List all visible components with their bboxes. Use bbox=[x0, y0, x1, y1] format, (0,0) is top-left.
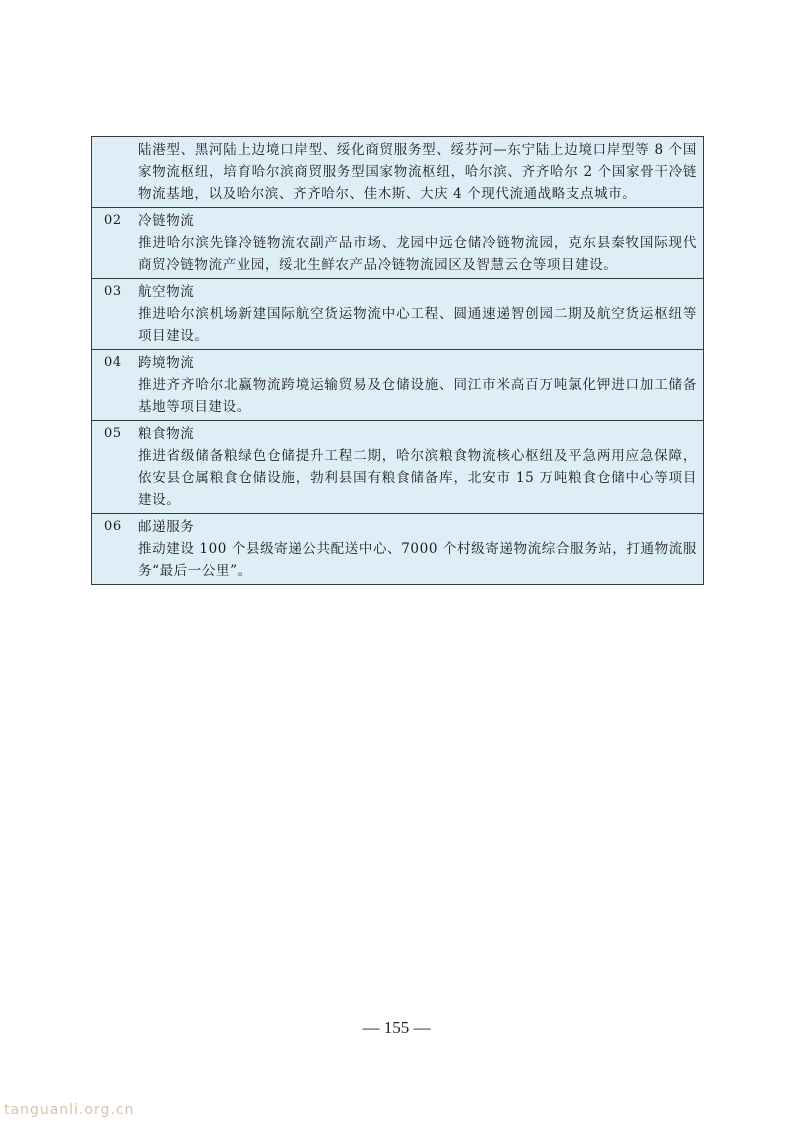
row-description: 推进哈尔滨机场新建国际航空货运物流中心工程、圆通速递智创园二期及航空货运枢纽等项目建设。 bbox=[138, 306, 697, 344]
row-number: 04 bbox=[104, 355, 122, 370]
row-title: 跨境物流 bbox=[138, 355, 195, 371]
watermark-text: tanguanli.org.cn bbox=[4, 1102, 135, 1118]
row-title: 冷链物流 bbox=[138, 213, 195, 229]
row-number: 02 bbox=[104, 213, 122, 228]
row-number: 06 bbox=[104, 519, 122, 534]
row-title: 粮食物流 bbox=[138, 426, 195, 442]
table-row bbox=[92, 208, 704, 279]
row-cell bbox=[92, 279, 704, 350]
table-row bbox=[92, 350, 704, 421]
project-table bbox=[91, 136, 704, 585]
row-cell bbox=[92, 514, 704, 585]
table-row bbox=[92, 279, 704, 350]
row-description: 推动建设 100 个县级寄递公共配送中心、7000 个村级寄递物流综合服务站，打通物流服务“最后一公里”。 bbox=[138, 541, 697, 579]
table-row bbox=[92, 421, 704, 514]
row-description: 推进齐齐哈尔北赢物流跨境运输贸易及仓储设施、同江市米高百万吨氯化钾进口加工储备基地等项目建设。 bbox=[138, 377, 697, 415]
row-description: 推进哈尔滨先锋冷链物流农副产品市场、龙园中远仓储冷链物流园，克东县秦牧国际现代商贸冷链物流产业园，绥北生鲜农产品冷链物流园区及智慧云仓等项目建设。 bbox=[138, 235, 697, 273]
table-row-continuation bbox=[92, 137, 704, 208]
continuation-text: 陆港型、黑河陆上边境口岸型、绥化商贸服务型、绥芬河—东宁陆上边境口岸型等 8 个国家物流枢纽，培育哈尔滨商贸服务型国家物流枢纽，哈尔滨、齐齐哈尔 2 个国家骨干冷链物流基地，以及哈尔滨、齐齐哈尔、佳木斯、大庆 4 个现代流通战略支点城市。 bbox=[138, 142, 697, 202]
row-number: 03 bbox=[104, 284, 122, 299]
row-title: 邮递服务 bbox=[138, 519, 195, 535]
row-cell bbox=[92, 421, 704, 514]
row-cell bbox=[92, 208, 704, 279]
row-description: 推进省级储备粮绿色仓储提升工程二期，哈尔滨粮食物流核心枢纽及平急两用应急保障，依安县仓属粮食仓储设施，勃利县国有粮食储备库，北安市 15 万吨粮食仓储中心等项目建设。 bbox=[138, 448, 697, 508]
row-number: 05 bbox=[104, 426, 122, 441]
row-title: 航空物流 bbox=[138, 284, 195, 300]
row-cell bbox=[92, 350, 704, 421]
continuation-cell bbox=[92, 137, 704, 208]
page-number: — 155 — bbox=[362, 1018, 431, 1037]
table-row bbox=[92, 514, 704, 585]
